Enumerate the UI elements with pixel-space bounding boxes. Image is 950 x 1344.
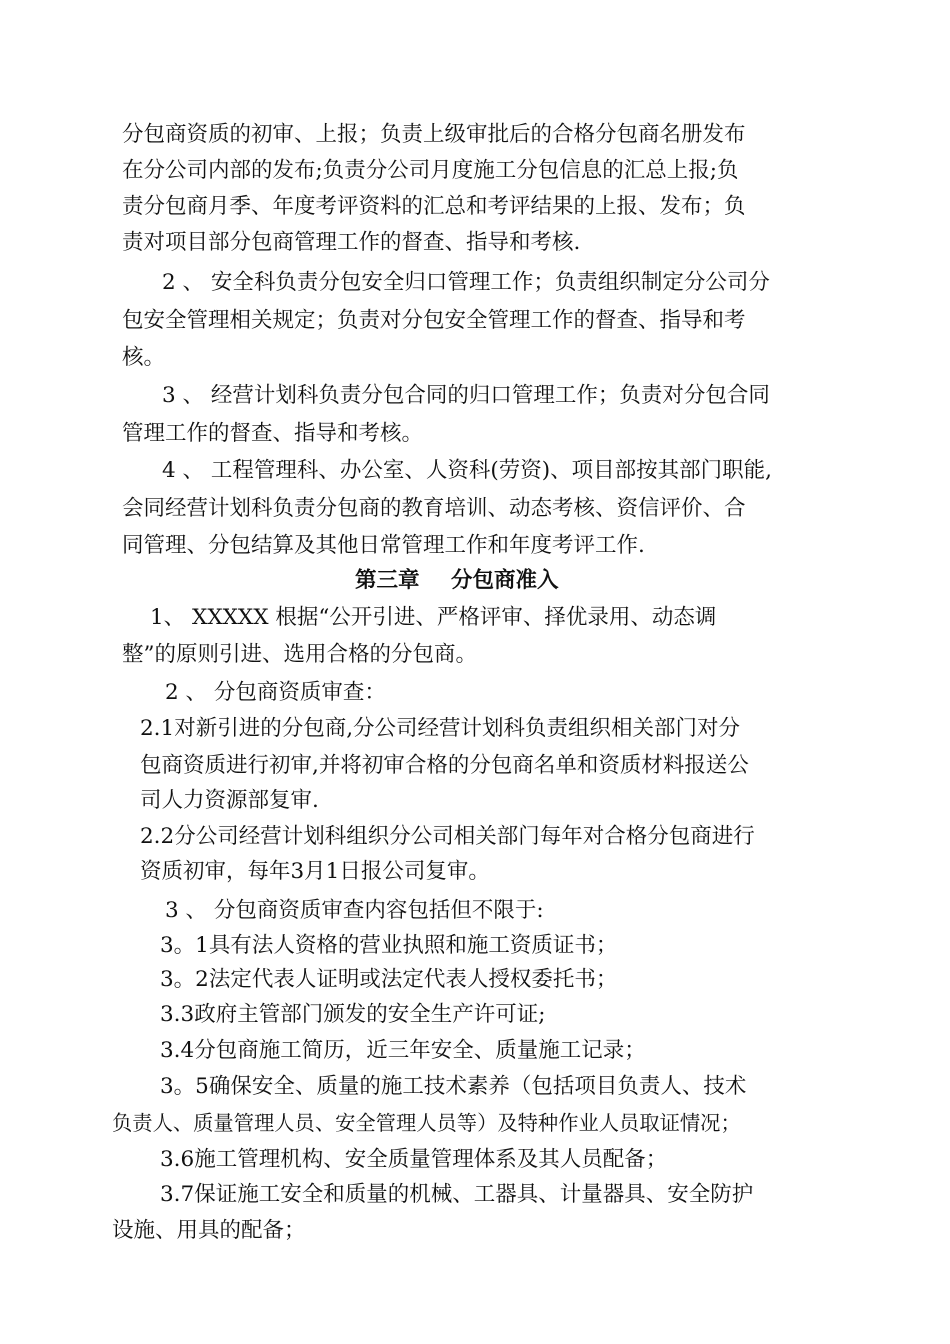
- paragraph-line: 2 、 安全科负责分包安全归口管理工作；负责组织制定分公司分: [162, 270, 770, 295]
- paragraph-line: 司人力资源部复审.: [140, 788, 319, 813]
- paragraph-line: 3。1具有法人资格的营业执照和施工资质证书；: [160, 933, 618, 958]
- paragraph-line: 2.2分公司经营计划科组织分公司相关部门每年对合格分包商进行: [140, 824, 755, 849]
- paragraph-line: 在分公司内部的发布;负责分公司月度施工分包信息的汇总上报;负: [122, 158, 739, 183]
- paragraph-line: 整”的原则引进、选用合格的分包商。: [122, 642, 477, 667]
- paragraph-line: 分包商资质的初审、上报；负责上级审批后的合格分包商名册发布: [122, 122, 746, 147]
- paragraph-line: 3。2法定代表人证明或法定代表人授权委托书；: [160, 967, 618, 992]
- paragraph-line: 设施、用具的配备；: [112, 1218, 306, 1243]
- paragraph-line: 3 、 分包商资质审查内容包括但不限于:: [165, 898, 544, 923]
- paragraph-line: 2 、 分包商资质审查：: [165, 680, 386, 705]
- paragraph-line: 3.4分包商施工简历，近三年安全、质量施工记录；: [160, 1038, 646, 1063]
- paragraph-line: 包商资质进行初审,并将初审合格的分包商名单和资质材料报送公: [140, 753, 749, 778]
- paragraph-line: 核。: [122, 345, 166, 370]
- paragraph-line: 2.1对新引进的分包商,分公司经营计划科负责组织相关部门对分: [140, 716, 741, 741]
- paragraph-line: 管理工作的督查、指导和考核。: [122, 421, 424, 446]
- paragraph-line: 3.6施工管理机构、安全质量管理体系及其人员配备；: [160, 1147, 668, 1172]
- paragraph-line: 3.7保证施工安全和质量的机械、工器具、计量器具、安全防护: [160, 1182, 754, 1207]
- paragraph-line: 3.3政府主管部门颁发的安全生产许可证;: [160, 1002, 546, 1027]
- chapter-heading: 第三章 分包商准入: [355, 568, 559, 593]
- paragraph-line: 会同经营计划科负责分包商的教育培训、动态考核、资信评价、合: [122, 496, 746, 521]
- paragraph-line: 3。5确保安全、质量的施工技术素养（包括项目负责人、技术: [160, 1074, 747, 1099]
- paragraph-line: 包安全管理相关规定；负责对分包安全管理工作的督查、指导和考: [122, 308, 746, 333]
- paragraph-line: 4 、 工程管理科、办公室、人资科(劳资)、项目部按其部门职能,: [162, 458, 772, 483]
- paragraph-line: 1、 XXXXX 根据“公开引进、严格评审、择优录用、动态调: [150, 605, 717, 630]
- paragraph-line: 3 、 经营计划科负责分包合同的归口管理工作；负责对分包合同: [162, 383, 770, 408]
- paragraph-line: 同管理、分包结算及其他日常管理工作和年度考评工作.: [122, 533, 645, 558]
- paragraph-line: 责对项目部分包商管理工作的督查、指导和考核.: [122, 230, 581, 255]
- paragraph-line: 责分包商月季、年度考评资料的汇总和考评结果的上报、发布；负: [122, 194, 746, 219]
- paragraph-line: 负责人、质量管理人员、安全管理人员等）及特种作业人员取证情况；: [112, 1111, 741, 1135]
- paragraph-line: 资质初审，每年3月1日报公司复审。: [140, 859, 490, 884]
